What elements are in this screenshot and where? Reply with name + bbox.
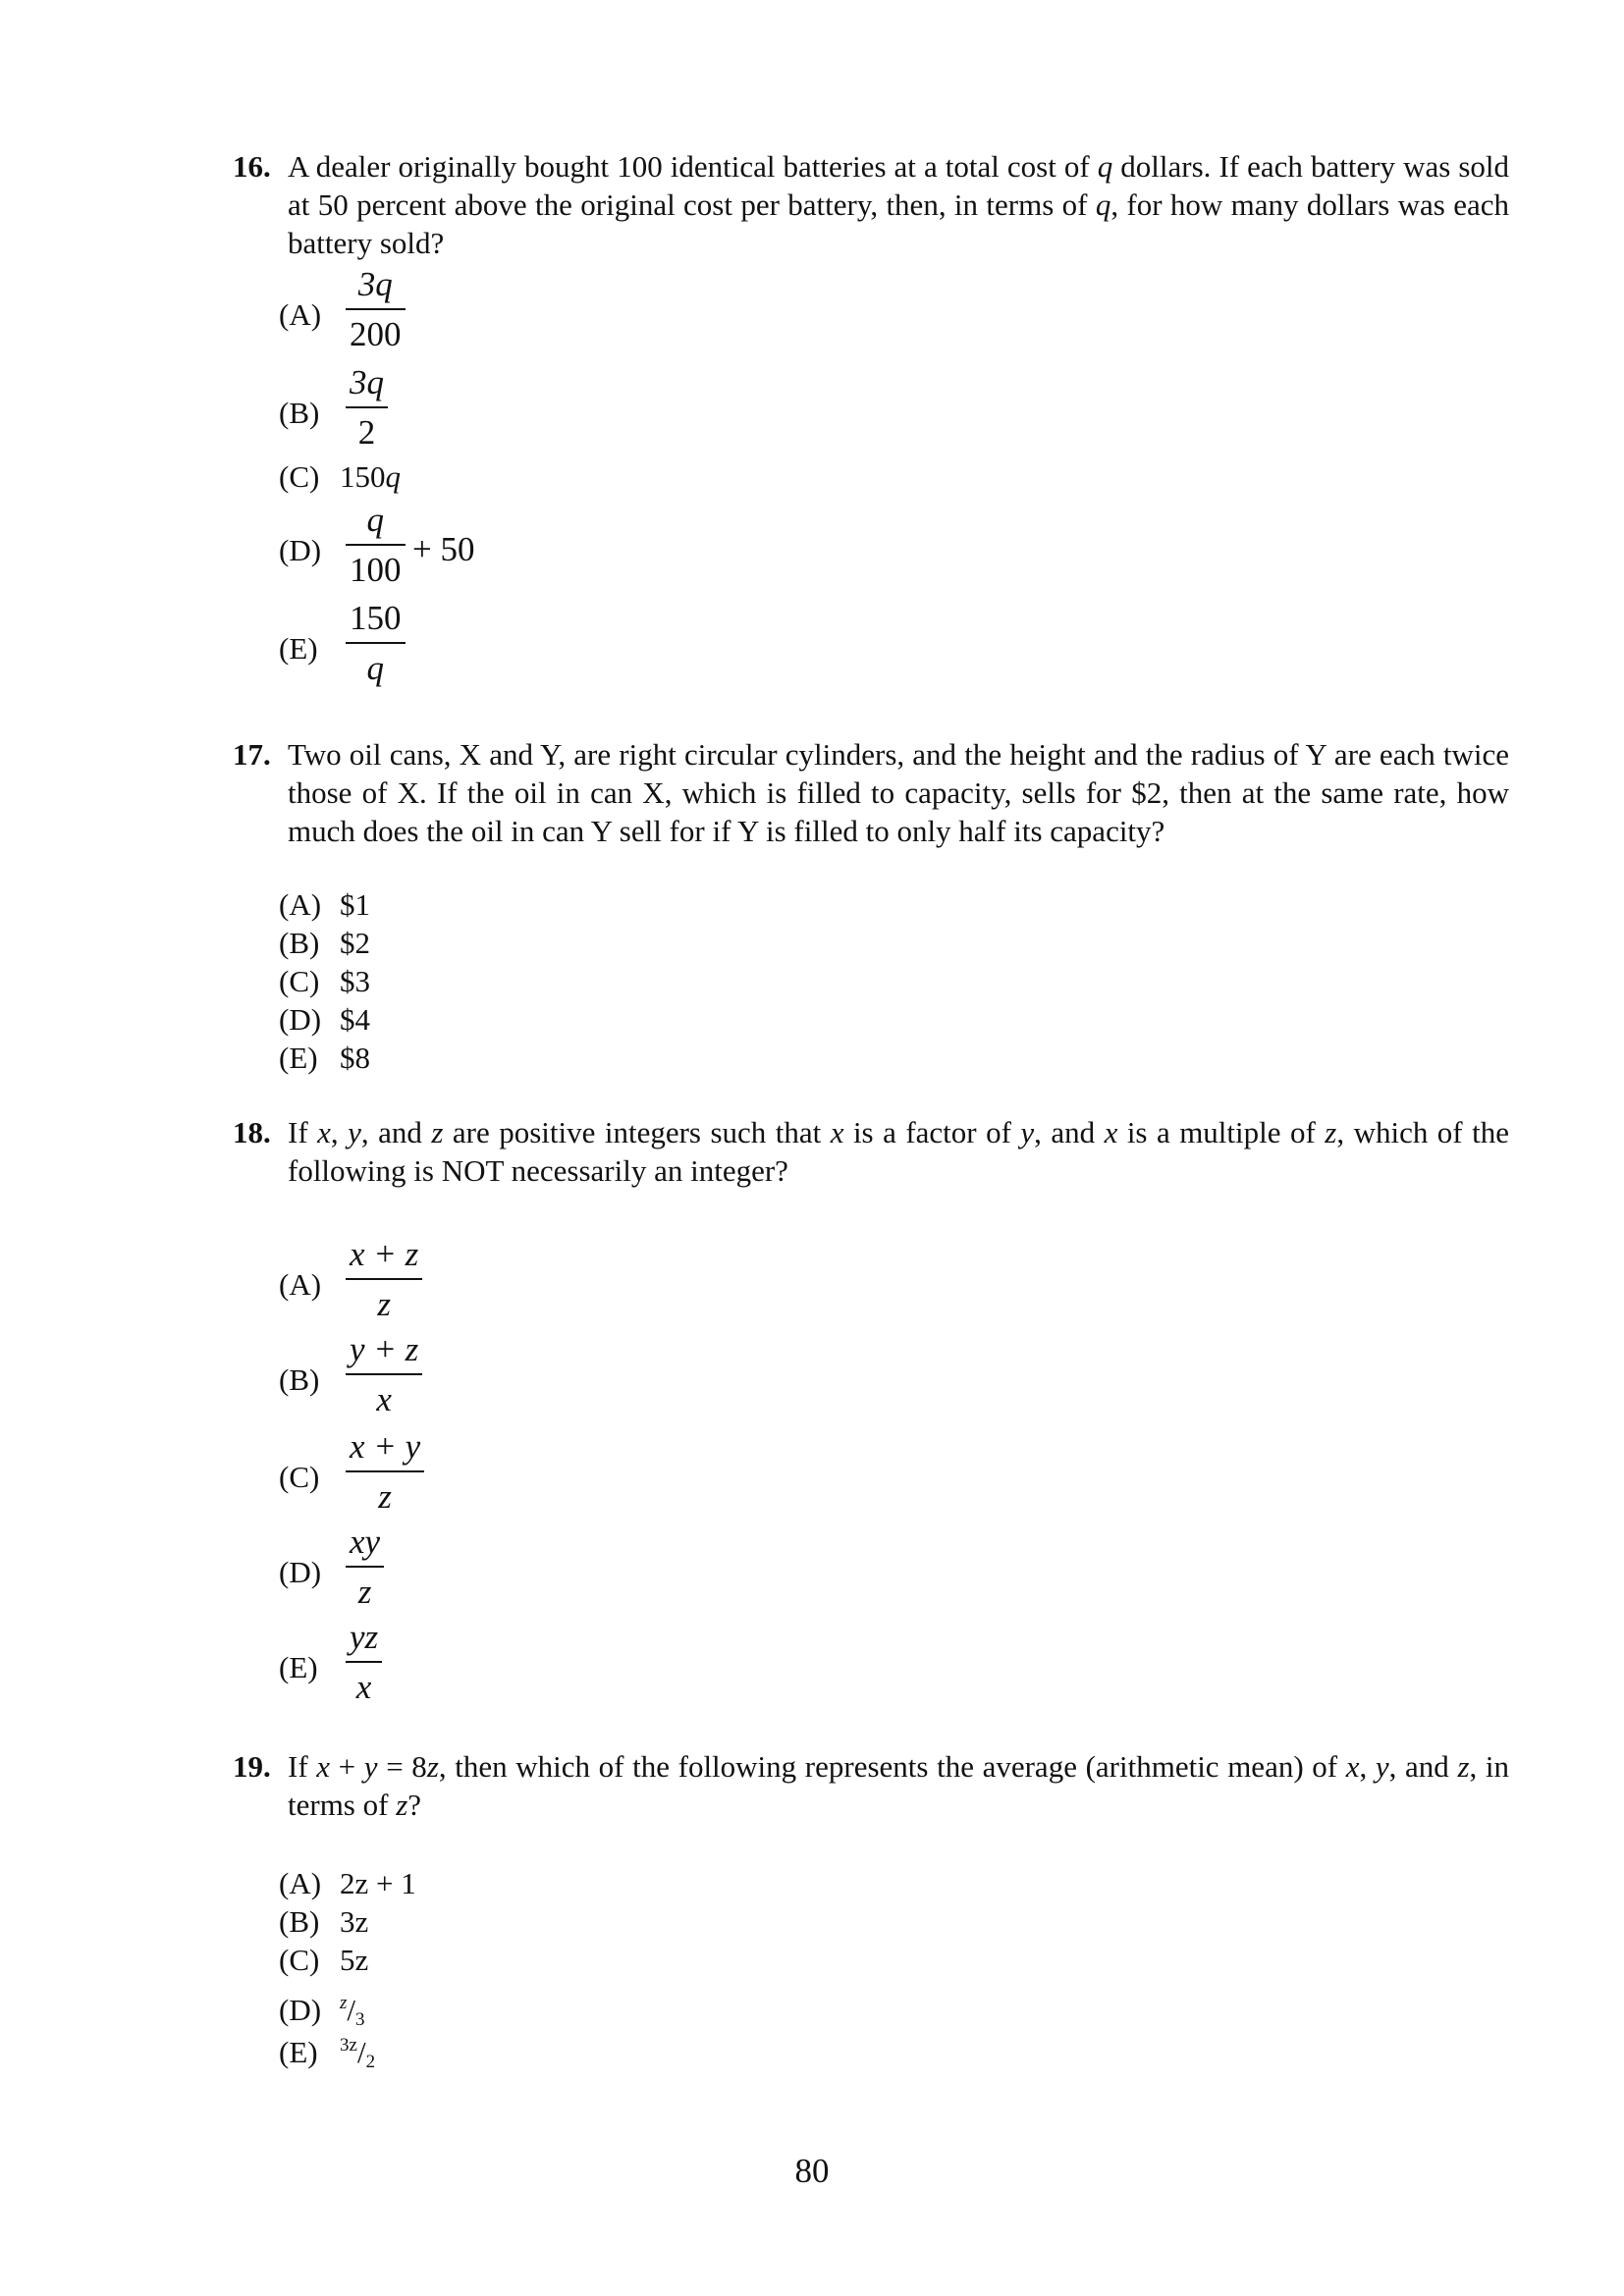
fraction (346, 1233, 422, 1326)
denominator: z (377, 1285, 391, 1323)
question-number: 17. (233, 737, 271, 772)
choice-text: 3z (340, 1904, 369, 1939)
answer-choice-b[interactable] (279, 1902, 368, 1941)
answer-choice-c[interactable] (279, 962, 370, 1000)
numerator: q (366, 501, 384, 539)
denominator: z (378, 1477, 392, 1516)
fraction (346, 361, 388, 454)
denominator: q (366, 649, 384, 687)
numerator: 3q (350, 363, 384, 401)
choice-label: (B) (279, 396, 320, 430)
choice-label: (E) (279, 1650, 318, 1684)
answer-choice-e[interactable] (279, 2026, 375, 2081)
numerator: y + z (350, 1330, 419, 1368)
fraction-bar (346, 544, 406, 546)
answer-choice-a[interactable] (279, 1864, 416, 1902)
numerator: 3q (357, 265, 393, 303)
choice-text: $3 (340, 964, 370, 998)
question-17 (233, 735, 1509, 850)
numerator: x + y (350, 1427, 421, 1466)
choice-subscript: 2 (365, 2052, 376, 2072)
answer-choice-c[interactable] (279, 1941, 368, 1979)
choice-label: (A) (279, 1866, 322, 1900)
denominator: z (357, 1573, 372, 1611)
fraction-bar (346, 1373, 422, 1375)
fraction-bar (346, 308, 406, 310)
denominator: 100 (350, 551, 402, 589)
choice-label: (D) (279, 1555, 322, 1589)
choice-superscript: z (340, 1993, 348, 2013)
choice-label: (C) (279, 1460, 320, 1494)
fraction (346, 1425, 424, 1519)
fraction-bar (346, 1470, 424, 1472)
answer-choice-d[interactable] (279, 1000, 370, 1039)
fraction (346, 1521, 384, 1614)
choice-label: (A) (279, 297, 322, 332)
answer-choice-a[interactable] (279, 885, 370, 924)
denominator: x (376, 1380, 392, 1418)
choice-label: (B) (279, 1904, 320, 1939)
choice-label: (E) (279, 631, 318, 666)
answer-choice-b[interactable] (279, 924, 370, 962)
fraction (346, 1616, 382, 1709)
question-19 (233, 1747, 1509, 1824)
fraction-bar (346, 406, 388, 408)
choice-text: $2 (340, 926, 370, 960)
numerator: 150 (350, 599, 402, 637)
choice-label: (D) (279, 1993, 322, 2027)
fraction-bar (346, 1661, 382, 1663)
choice-label: (D) (279, 1002, 322, 1037)
choice-text: $4 (340, 1002, 370, 1037)
fraction (346, 499, 406, 592)
choice-label: (A) (279, 1267, 322, 1302)
fraction (346, 263, 406, 356)
question-16 (233, 147, 1509, 262)
choice-label: (B) (279, 926, 320, 960)
choice-subscript: 3 (355, 2009, 365, 2030)
question-18 (233, 1113, 1509, 1190)
choice-text: 150 (340, 459, 386, 494)
question-stem: 18. If x, y, and z are positive integers such that x is a factor of y, and x is a multiple of z, which of the following is NOT necessarily an integer? (233, 1115, 1509, 1188)
question-stem: 19. If x + y = 8z, then which of the following represents the average (arithmetic mean) of x, y, and z, in terms of z? (233, 1749, 1510, 1822)
choice-text: $8 (340, 1041, 370, 1075)
choice-label: (C) (279, 1943, 320, 1977)
choice-label: (C) (279, 964, 320, 998)
fraction-bar (346, 1278, 422, 1280)
question-stem: 17. Two oil cans, X and Y, are right circular cylinders, and the height and the radius of Y are each twice those of X. If the oil in can X, which is filled to capacity, sells for $2, then at the same rate, how much does the oil in can Y sell for if Y is filled to only half its capacity? (233, 737, 1509, 848)
choice-label: (E) (279, 1041, 318, 1075)
numerator: x + z (350, 1235, 419, 1273)
choice-slash: / (347, 1993, 356, 2027)
denominator: x (355, 1668, 372, 1706)
numerator: xy (350, 1522, 381, 1561)
answer-choice-e[interactable] (279, 1039, 370, 1077)
choice-superscript: 3z (340, 2035, 357, 2056)
choice-variable: q (385, 459, 401, 494)
choice-label: (E) (279, 2035, 318, 2069)
question-number: 16. (233, 149, 271, 184)
choice-text: 5z (340, 1943, 369, 1977)
choice-label: (B) (279, 1362, 320, 1397)
question-number: 19. (233, 1749, 271, 1784)
denominator: 200 (350, 315, 402, 353)
fraction-bar (346, 1566, 384, 1568)
choice-suffix: + 50 (412, 530, 475, 568)
fraction (346, 597, 406, 690)
numerator: yz (350, 1618, 379, 1656)
choice-label: (A) (279, 887, 322, 922)
fraction (346, 1328, 422, 1421)
choice-label: (C) (279, 459, 320, 494)
page-number: 80 (794, 2152, 830, 2190)
answer-choice-c[interactable] (279, 457, 401, 496)
choice-text: 2z + 1 (340, 1866, 416, 1900)
fraction-bar (346, 642, 406, 644)
choice-slash: / (356, 2035, 366, 2069)
choice-text: $1 (340, 887, 370, 922)
question-stem: 16. A dealer originally bought 100 identical batteries at a total cost of q dollars. If each battery was sold at 50 percent above the original cost per battery, then, in terms of q, for how many dollars was each battery sold? (233, 149, 1509, 260)
question-number: 18. (233, 1115, 271, 1149)
denominator: 2 (357, 413, 376, 452)
choice-label: (D) (279, 533, 322, 567)
